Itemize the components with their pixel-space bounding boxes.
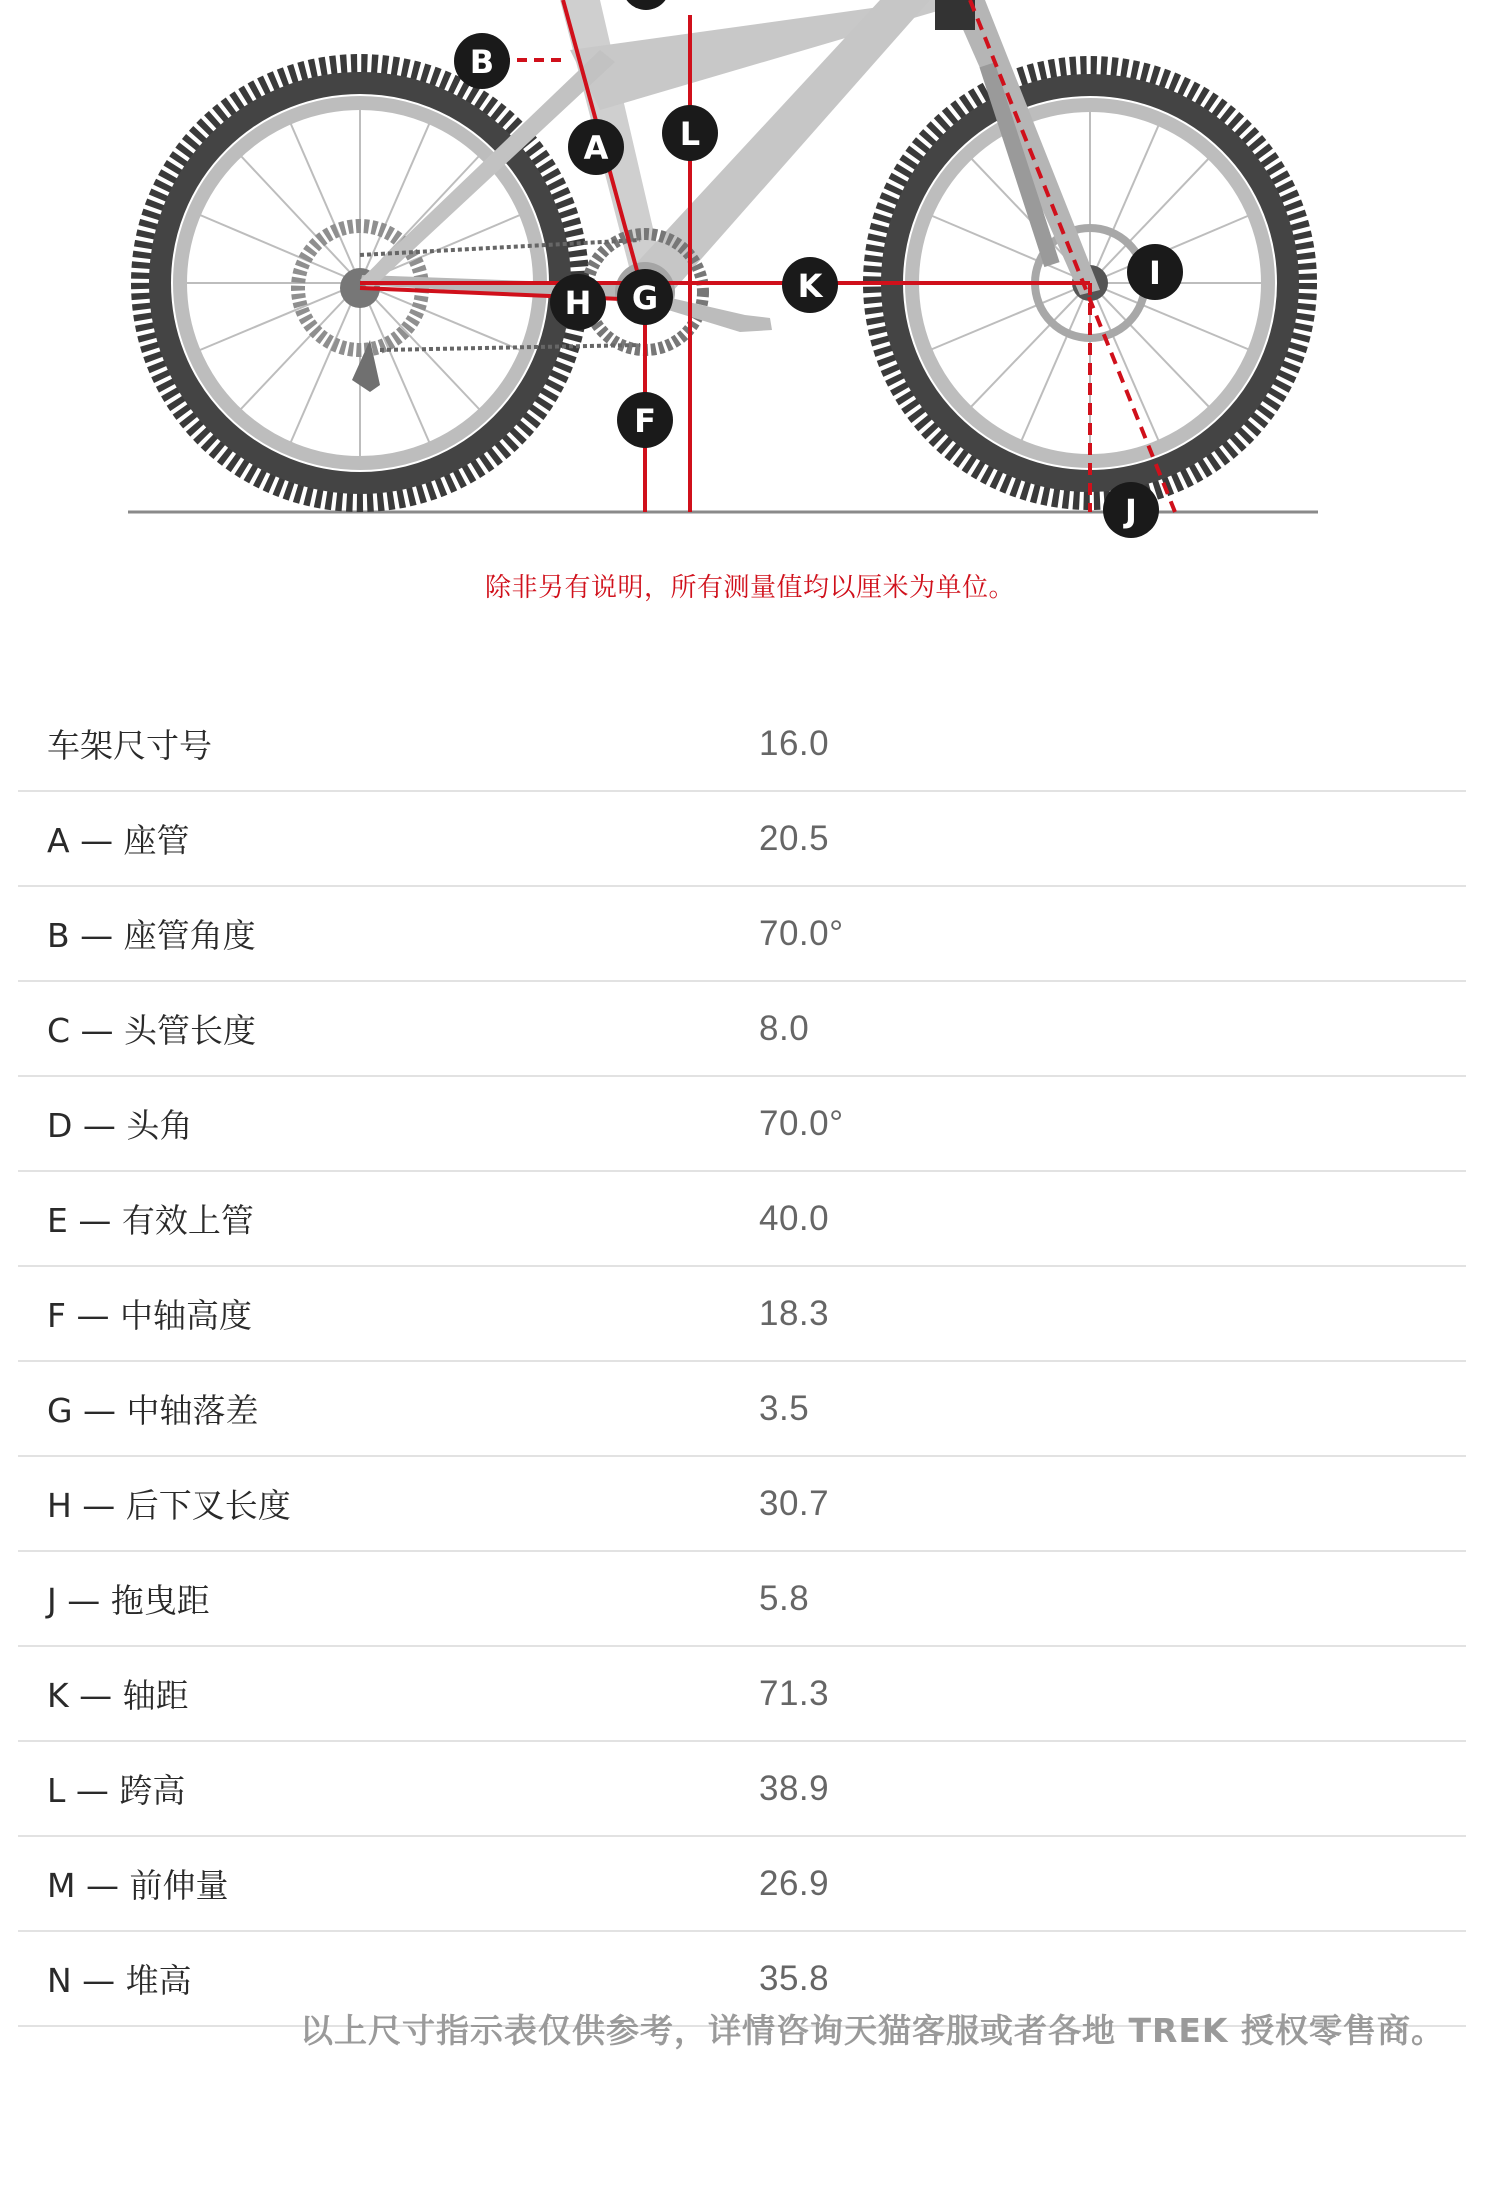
spec-label: C — 头管长度: [47, 1011, 257, 1050]
spec-label: D — 头角: [47, 1106, 193, 1145]
table-row: [18, 1362, 1466, 1457]
svg-text:H: H: [564, 284, 592, 322]
spec-value: 3.5: [759, 1388, 810, 1428]
disclaimer-footer: 以上尺寸指示表仅供参考，详情咨询天猫客服或者各地 TREK 授权零售商。: [299, 2011, 1445, 2050]
spec-label: M — 前伸量: [47, 1866, 229, 1905]
table-row: [18, 1837, 1466, 1932]
spec-value: 16.0: [759, 723, 830, 763]
bike-geometry-diagram: [0, 0, 1500, 560]
marker-a: [568, 119, 624, 175]
spec-label: F — 中轴高度: [47, 1296, 252, 1335]
spec-label: B — 座管角度: [47, 916, 256, 955]
marker-j: [1103, 482, 1159, 538]
marker-k: [782, 257, 838, 313]
table-row: [18, 887, 1466, 982]
table-row: [18, 1647, 1466, 1742]
svg-text:L: L: [679, 115, 701, 153]
spec-value: 71.3: [759, 1673, 830, 1713]
spec-value: 70.0°: [759, 1103, 844, 1143]
table-row: [18, 1267, 1466, 1362]
marker-f: [617, 392, 673, 448]
svg-text:J: J: [1125, 492, 1137, 530]
marker-h: [550, 274, 606, 330]
spec-label: A — 座管: [47, 821, 190, 860]
spec-label: J — 拖曳距: [47, 1581, 210, 1620]
marker-i: [1127, 244, 1183, 300]
spec-label: G — 中轴落差: [47, 1391, 259, 1430]
spec-value: 30.7: [759, 1483, 830, 1523]
table-row: [18, 697, 1466, 792]
svg-text:K: K: [797, 267, 823, 305]
table-row: [18, 1172, 1466, 1267]
spec-label: N — 堆高: [47, 1961, 192, 2000]
table-row: [18, 1457, 1466, 1552]
table-row: [18, 982, 1466, 1077]
spec-label: E — 有效上管: [47, 1201, 254, 1240]
svg-text:I: I: [1149, 254, 1161, 292]
spec-label: L — 跨高: [47, 1771, 186, 1810]
marker-partial-top: [622, 0, 670, 10]
spec-value: 26.9: [759, 1863, 830, 1903]
svg-text:G: G: [631, 279, 659, 317]
svg-text:B: B: [469, 43, 495, 81]
spec-label: H — 后下叉长度: [47, 1486, 291, 1525]
marker-g: [617, 269, 673, 325]
spec-value: 20.5: [759, 818, 830, 858]
svg-text:F: F: [634, 402, 656, 440]
table-row: [18, 1077, 1466, 1172]
spec-value: 5.8: [759, 1578, 810, 1618]
spec-value: 18.3: [759, 1293, 830, 1333]
table-row: [18, 792, 1466, 887]
geometry-spec-table: [18, 697, 1466, 2027]
spec-label: 车架尺寸号: [47, 726, 212, 765]
svg-text:A: A: [583, 129, 609, 167]
table-row: [18, 1742, 1466, 1837]
spec-value: 8.0: [759, 1008, 810, 1048]
units-note: 除非另有说明，所有测量值均以厘米为单位。: [484, 573, 1015, 603]
table-row: [18, 1552, 1466, 1647]
spec-label: K — 轴距: [47, 1676, 189, 1715]
spec-value: 40.0: [759, 1198, 830, 1238]
marker-l: [662, 105, 718, 161]
spec-value: 35.8: [759, 1958, 830, 1998]
spec-value: 70.0°: [759, 913, 844, 953]
marker-b: [454, 33, 510, 89]
spec-value: 38.9: [759, 1768, 830, 1808]
